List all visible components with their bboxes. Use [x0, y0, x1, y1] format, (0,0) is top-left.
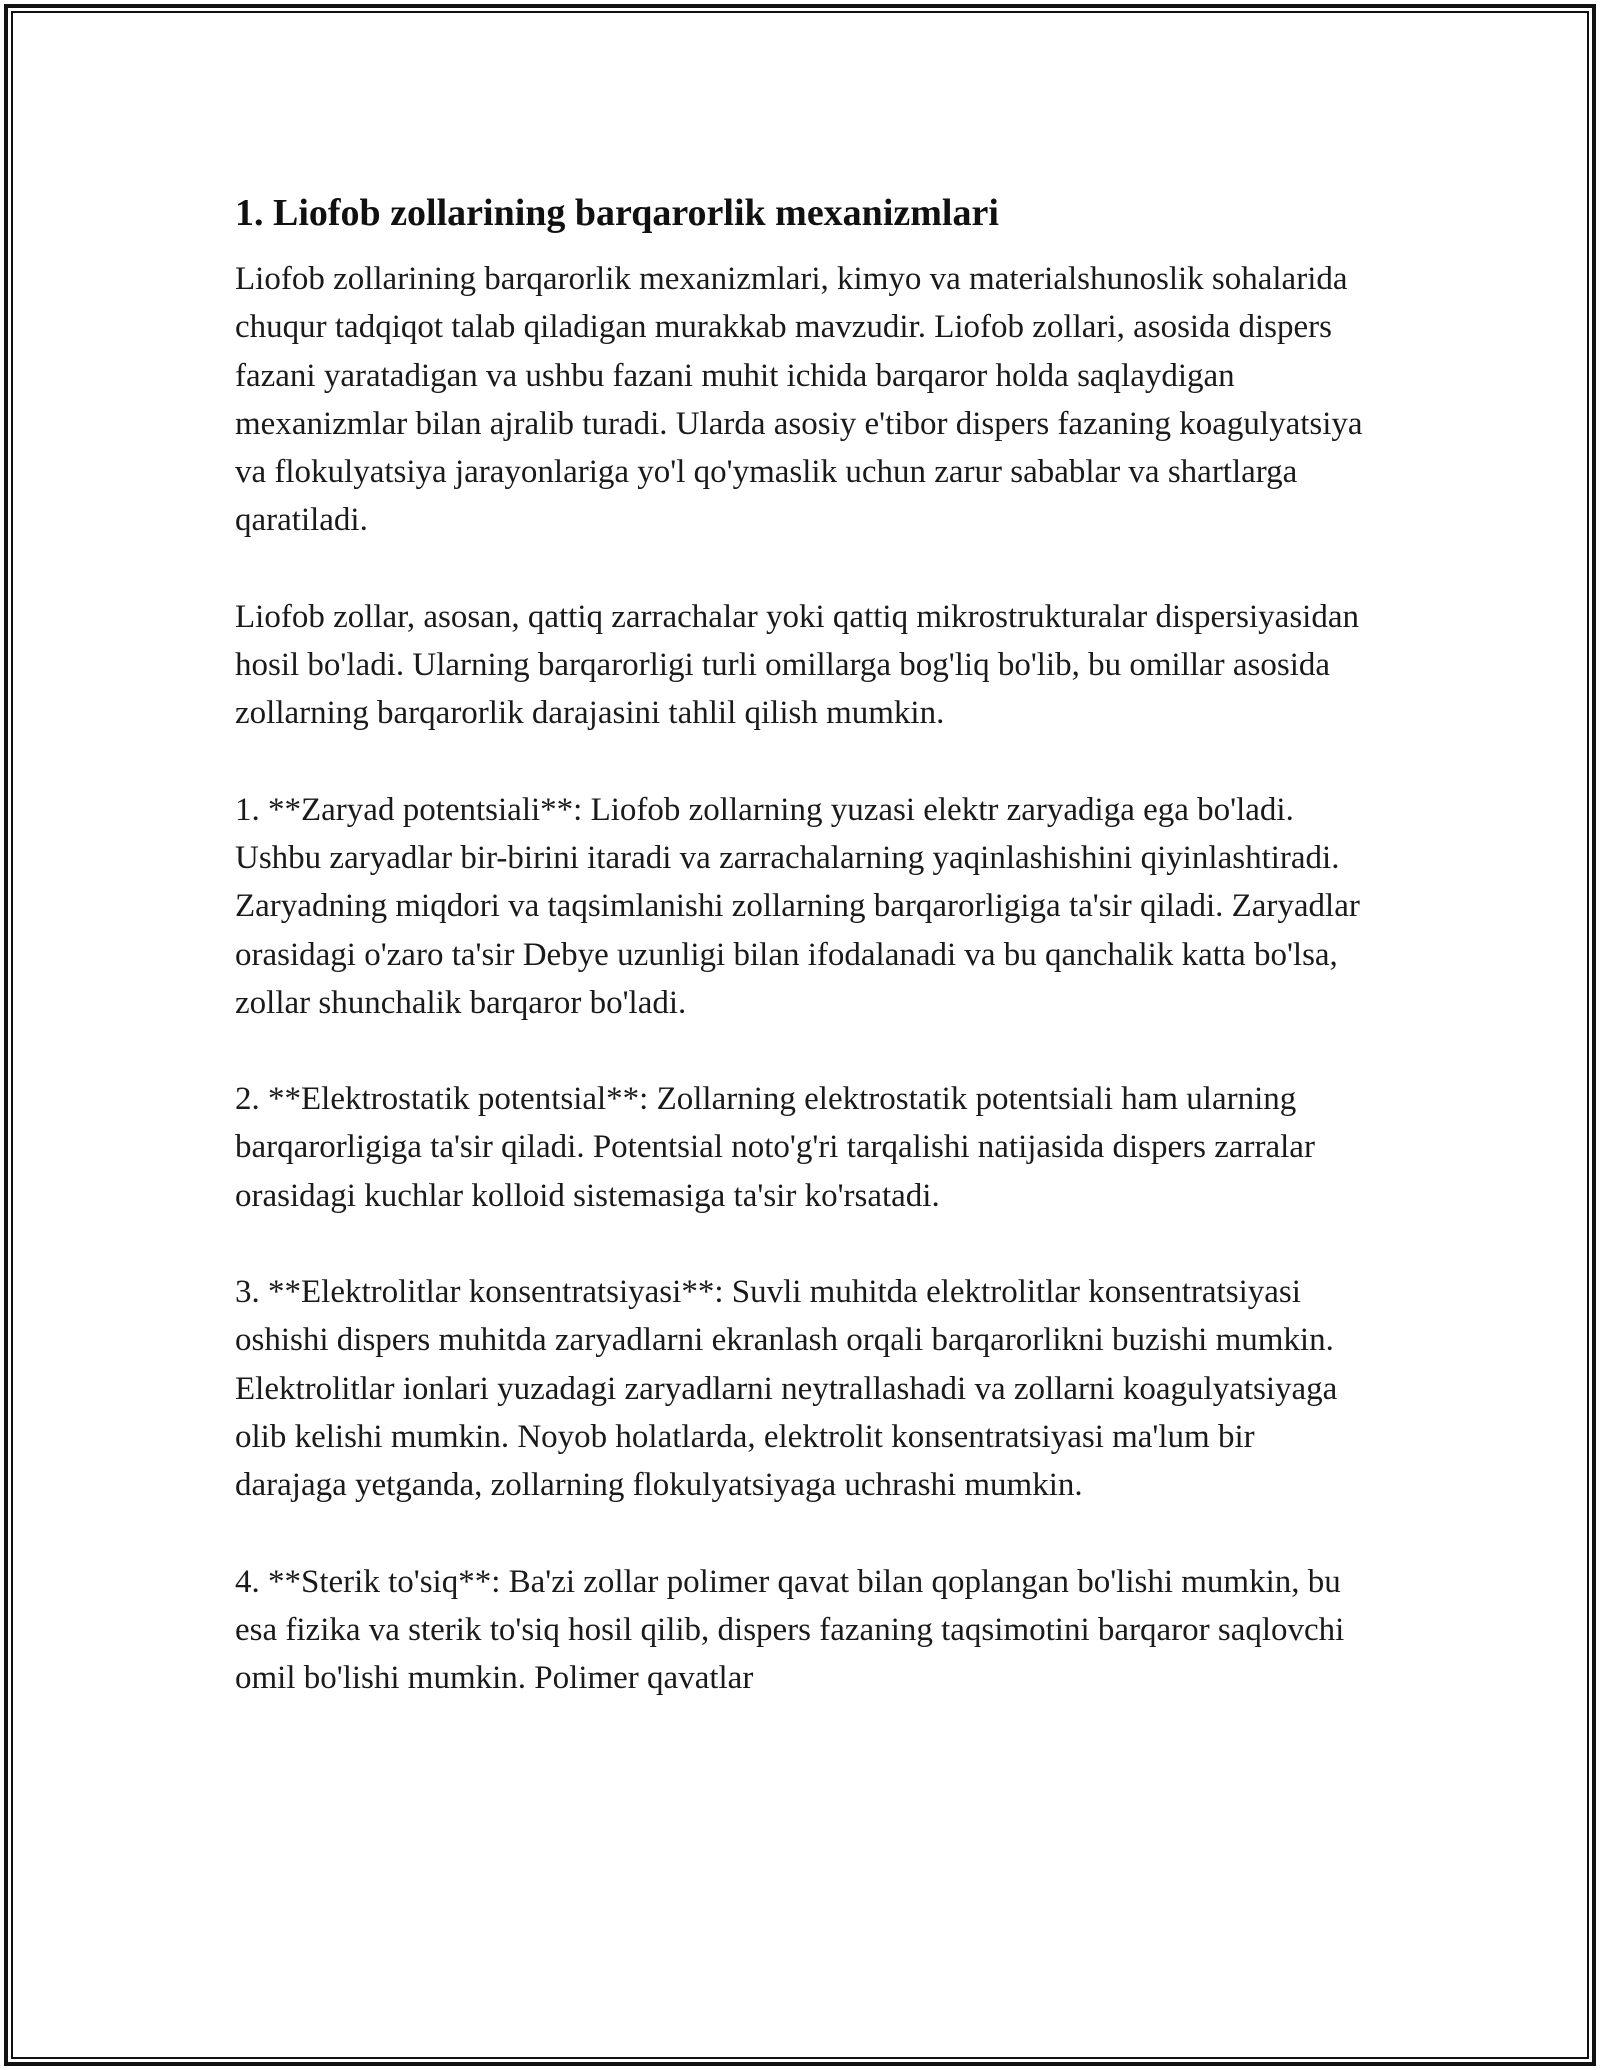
section-title: 1. Liofob zollarining barqarorlik mexanizmlari	[235, 192, 999, 234]
paragraph-electrolyte-concentration: 3. **Elektrolitlar konsentratsiyasi**: Suvli muhitda elektrolitlar konsentratsiyasi oshishi dispers muhitda zaryadlarni ekranlash orqali barqarorlikni buzishi mumkin. Elektrolitlar ionlari yuzadagi zaryadlarni neytrallashadi va zollarni koagulyatsiyaga olib kelishi mumkin. Noyob holatlarda, elektrolit konsentratsiyasi ma'lum bir darajaga yetganda, zollarning flokulyatsiyaga uchrashi mumkin.	[235, 1274, 1338, 1504]
paragraph-intro: Liofob zollarining barqarorlik mexanizmlari, kimyo va materialshunoslik sohalarida chuqur tadqiqot talab qiladigan murakkab mavzudir. Liofob zollari, asosida dispers fazani yaratadigan va ushbu fazani muhit ichida barqaror holda saqlaydigan mexanizmlar bilan ajralib turadi. Ularda asosiy e'tibor dispers fazaning koagulyatsiya va flokulyatsiya jarayonlariga yo'l qo'ymaslik uchun zarur sabablar va shartlarga qaratiladi.	[235, 261, 1363, 539]
paragraph-overview: Liofob zollar, asosan, qattiq zarrachalar yoki qattiq mikrostrukturalar dispersiyasidan hosil bo'ladi. Ularning barqarorligi turli omillarga bog'liq bo'lib, bu omillar asosida zollarning barqarorlik darajasini tahlil qilish mumkin.	[235, 598, 1359, 732]
paragraph-charge-potential: 1. **Zaryad potentsiali**: Liofob zollarning yuzasi elektr zaryadiga ega bo'ladi. Ushbu zaryadlar bir-birini itaradi va zarrachalarning yaqinlashishini qiyinlashtiradi. Zaryadning miqdori va taqsimlanishi zollarning barqarorligiga ta'sir qiladi. Zaryadlar orasidagi o'zaro ta'sir Debye uzunligi bilan ifodalanadi va bu qanchalik katta bo'lsa, zollar shunchalik barqaror bo'ladi.	[235, 791, 1360, 1021]
paragraph-steric-barrier: 4. **Sterik to'siq**: Ba'zi zollar polimer qavat bilan qoplangan bo'lishi mumkin, bu esa fizika va sterik to'siq hosil qilib, dispers fazaning taqsimotini barqaror saqlovchi omil bo'lishi mumkin. Polimer qavatlar	[235, 1563, 1345, 1697]
document-body	[235, 185, 1365, 1750]
paragraph-electrostatic-potential: 2. **Elektrostatik potentsial**: Zollarning elektrostatik potentsiali ham ularning barqarorligiga ta'sir qiladi. Potentsial noto'g'ri tarqalishi natijasida dispers zarralar orasidagi kuchlar kolloid sistemasiga ta'sir ko'rsatadi.	[235, 1081, 1315, 1214]
